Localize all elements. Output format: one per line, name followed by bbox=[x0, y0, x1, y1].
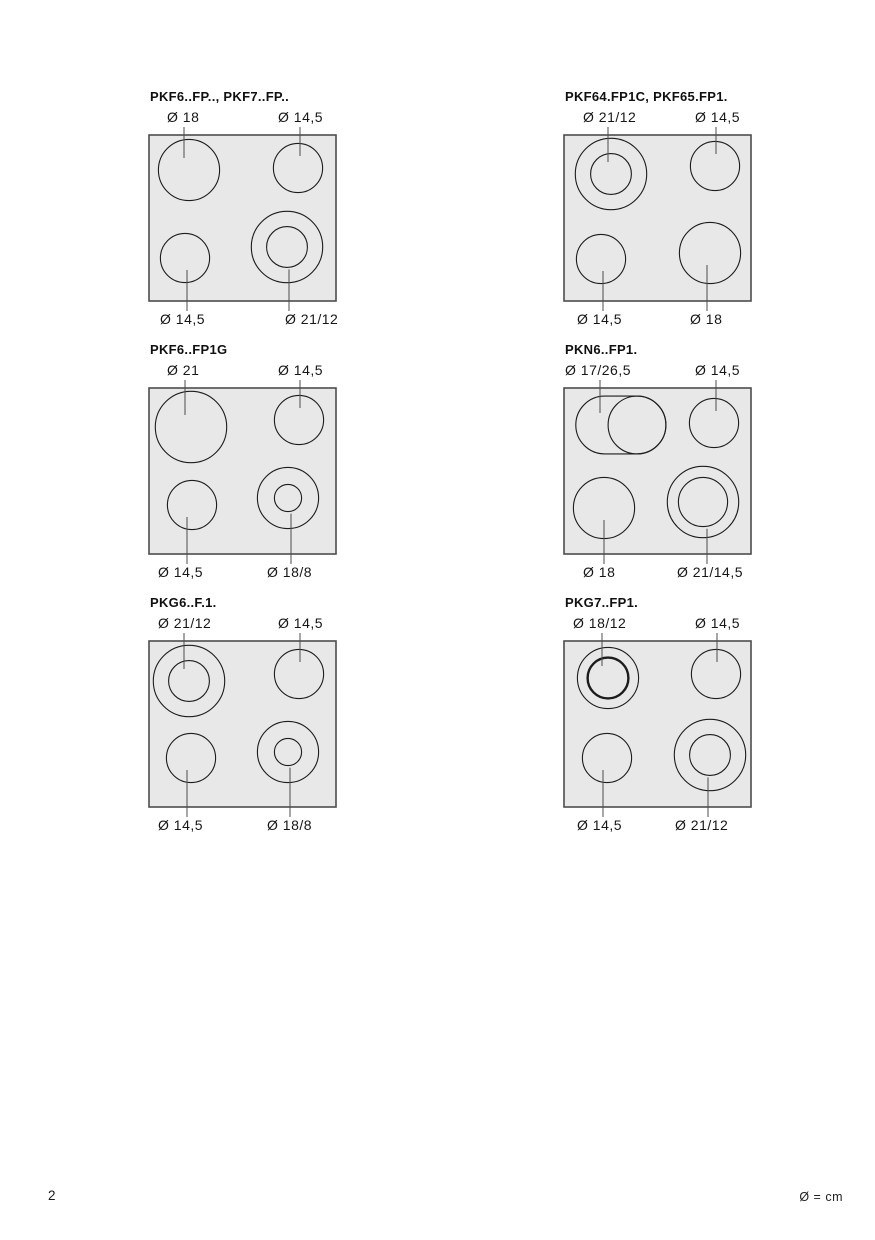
cooktop-panel bbox=[149, 641, 336, 807]
diagram-title: PKF64.FP1C, PKF65.FP1. bbox=[565, 89, 728, 104]
page-number: 2 bbox=[48, 1188, 56, 1203]
diagram-pkf64-fp1c bbox=[563, 86, 775, 338]
diagram-pkg7-fp1 bbox=[563, 592, 775, 844]
zone-diameter-label: Ø 14,5 bbox=[577, 817, 623, 833]
diagram-title: PKG7..FP1. bbox=[565, 595, 639, 610]
zone-diameter-label: Ø 18/8 bbox=[267, 564, 313, 580]
zone-diameter-label: Ø 21/12 bbox=[285, 311, 339, 327]
zone-diameter-label: Ø 17/26,5 bbox=[565, 362, 631, 378]
zone-diameter-label: Ø 18 bbox=[583, 564, 616, 580]
cooktop-diagram bbox=[148, 610, 360, 844]
cooktop-panel bbox=[564, 135, 751, 301]
zone-diameter-label: Ø 18/8 bbox=[267, 817, 313, 833]
zone-diameter-label: Ø 21/14,5 bbox=[677, 564, 743, 580]
cooktop-diagram bbox=[148, 357, 360, 591]
diagram-pkg6-f1 bbox=[148, 592, 360, 844]
zone-diameter-label: Ø 14,5 bbox=[278, 362, 324, 378]
cooktop-diagram bbox=[563, 104, 775, 338]
cooktop-panel bbox=[564, 388, 751, 554]
zone-diameter-label: Ø 18 bbox=[167, 109, 200, 125]
diagram-pkf6-fp bbox=[148, 86, 360, 338]
zone-diameter-label: Ø 14,5 bbox=[695, 615, 741, 631]
zone-diameter-label: Ø 14,5 bbox=[695, 109, 741, 125]
zone-diameter-label: Ø 21/12 bbox=[675, 817, 729, 833]
diagram-title: PKF6..FP.., PKF7..FP.. bbox=[150, 89, 290, 104]
diagram-pkf6-fp1g bbox=[148, 339, 360, 591]
diagram-title: PKF6..FP1G bbox=[150, 342, 228, 357]
zone-diameter-label: Ø 14,5 bbox=[160, 311, 206, 327]
cooktop-panel bbox=[149, 388, 336, 554]
zone-diameter-label: Ø 14,5 bbox=[278, 109, 324, 125]
zone-diameter-label: Ø 21/12 bbox=[583, 109, 637, 125]
zone-diameter-label: Ø 21 bbox=[167, 362, 200, 378]
diagram-pkn6-fp1 bbox=[563, 339, 775, 591]
cooktop-diagram bbox=[563, 357, 775, 591]
cooktop-diagram bbox=[563, 610, 775, 844]
zone-diameter-label: Ø 14,5 bbox=[695, 362, 741, 378]
zone-diameter-label: Ø 14,5 bbox=[158, 564, 204, 580]
zone-diameter-label: Ø 21/12 bbox=[158, 615, 212, 631]
cooktop-diagram bbox=[148, 104, 360, 338]
zone-diameter-label: Ø 18/12 bbox=[573, 615, 627, 631]
zone-diameter-label: Ø 14,5 bbox=[577, 311, 623, 327]
diameter-legend: Ø = cm bbox=[799, 1190, 843, 1204]
zone-diameter-label: Ø 14,5 bbox=[158, 817, 204, 833]
diagram-title: PKN6..FP1. bbox=[565, 342, 638, 357]
diagram-title: PKG6..F.1. bbox=[150, 595, 217, 610]
zone-diameter-label: Ø 14,5 bbox=[278, 615, 324, 631]
zone-diameter-label: Ø 18 bbox=[690, 311, 723, 327]
